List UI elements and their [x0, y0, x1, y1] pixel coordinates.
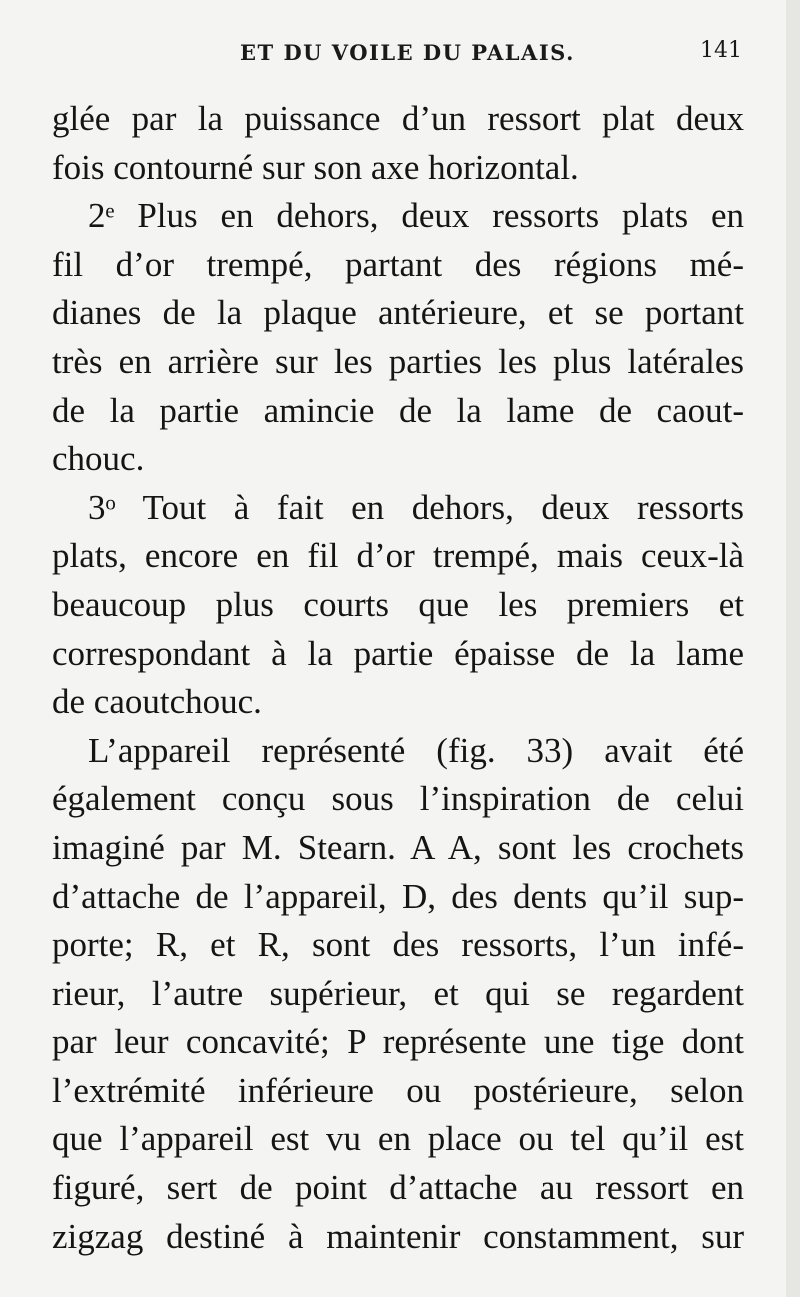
text-line: figuré, sert de point d’attache au ressort en [52, 1168, 744, 1208]
text-line: plats, encore en fil d’or trempé, mais ceux-là [52, 536, 744, 576]
running-head: ET DU VOILE DU PALAIS. [240, 40, 575, 65]
text-line: chouc. [52, 439, 145, 479]
text-line: de caoutchouc. [52, 682, 262, 722]
text-line: par leur concavité; P représente une tige dont [52, 1022, 744, 1062]
text-line: 2ᵉ Plus en dehors, deux ressorts plats en [88, 196, 744, 236]
page-number: 141 [700, 38, 742, 63]
text-line: très en arrière sur les parties les plus latérales [52, 341, 744, 381]
text-line: d’attache de l’appareil, D, des dents qu’il sup- [52, 876, 744, 916]
text-line: fil d’or trempé, partant des régions mé- [52, 244, 744, 284]
text-line: beaucoup plus courts que les premiers et [52, 584, 744, 624]
text-line: fois contourné sur son axe horizontal. [52, 147, 579, 187]
text-line: L’appareil représenté (fig. 33) avait été [88, 730, 744, 770]
text-line: également conçu sous l’inspiration de celui [52, 779, 744, 819]
text-line: rieur, l’autre supérieur, et qui se regardent [52, 973, 744, 1013]
body-text [52, 95, 744, 1261]
text-line: glée par la puissance d’un ressort plat deux [52, 99, 744, 138]
text-line: 3ᵒ Tout à fait en dehors, deux ressorts [88, 487, 744, 527]
page-header [0, 36, 800, 76]
text-line: zigzag destiné à maintenir constamment, sur [52, 1216, 744, 1256]
text-line: dianes de la plaque antérieure, et se portant [52, 293, 744, 333]
text-line: que l’appareil est vu en place ou tel qu’il est [52, 1119, 744, 1159]
text-line: imaginé par M. Stearn. A A, sont les crochets [52, 827, 744, 867]
text-line: de la partie amincie de la lame de caout- [52, 390, 744, 430]
page-edge [786, 0, 800, 1297]
text-line: porte; R, et R, sont des ressorts, l’un infé- [52, 925, 744, 965]
text-line: l’extrémité inférieure ou postérieure, selon [52, 1070, 744, 1110]
text-line: correspondant à la partie épaisse de la lame [52, 633, 744, 673]
